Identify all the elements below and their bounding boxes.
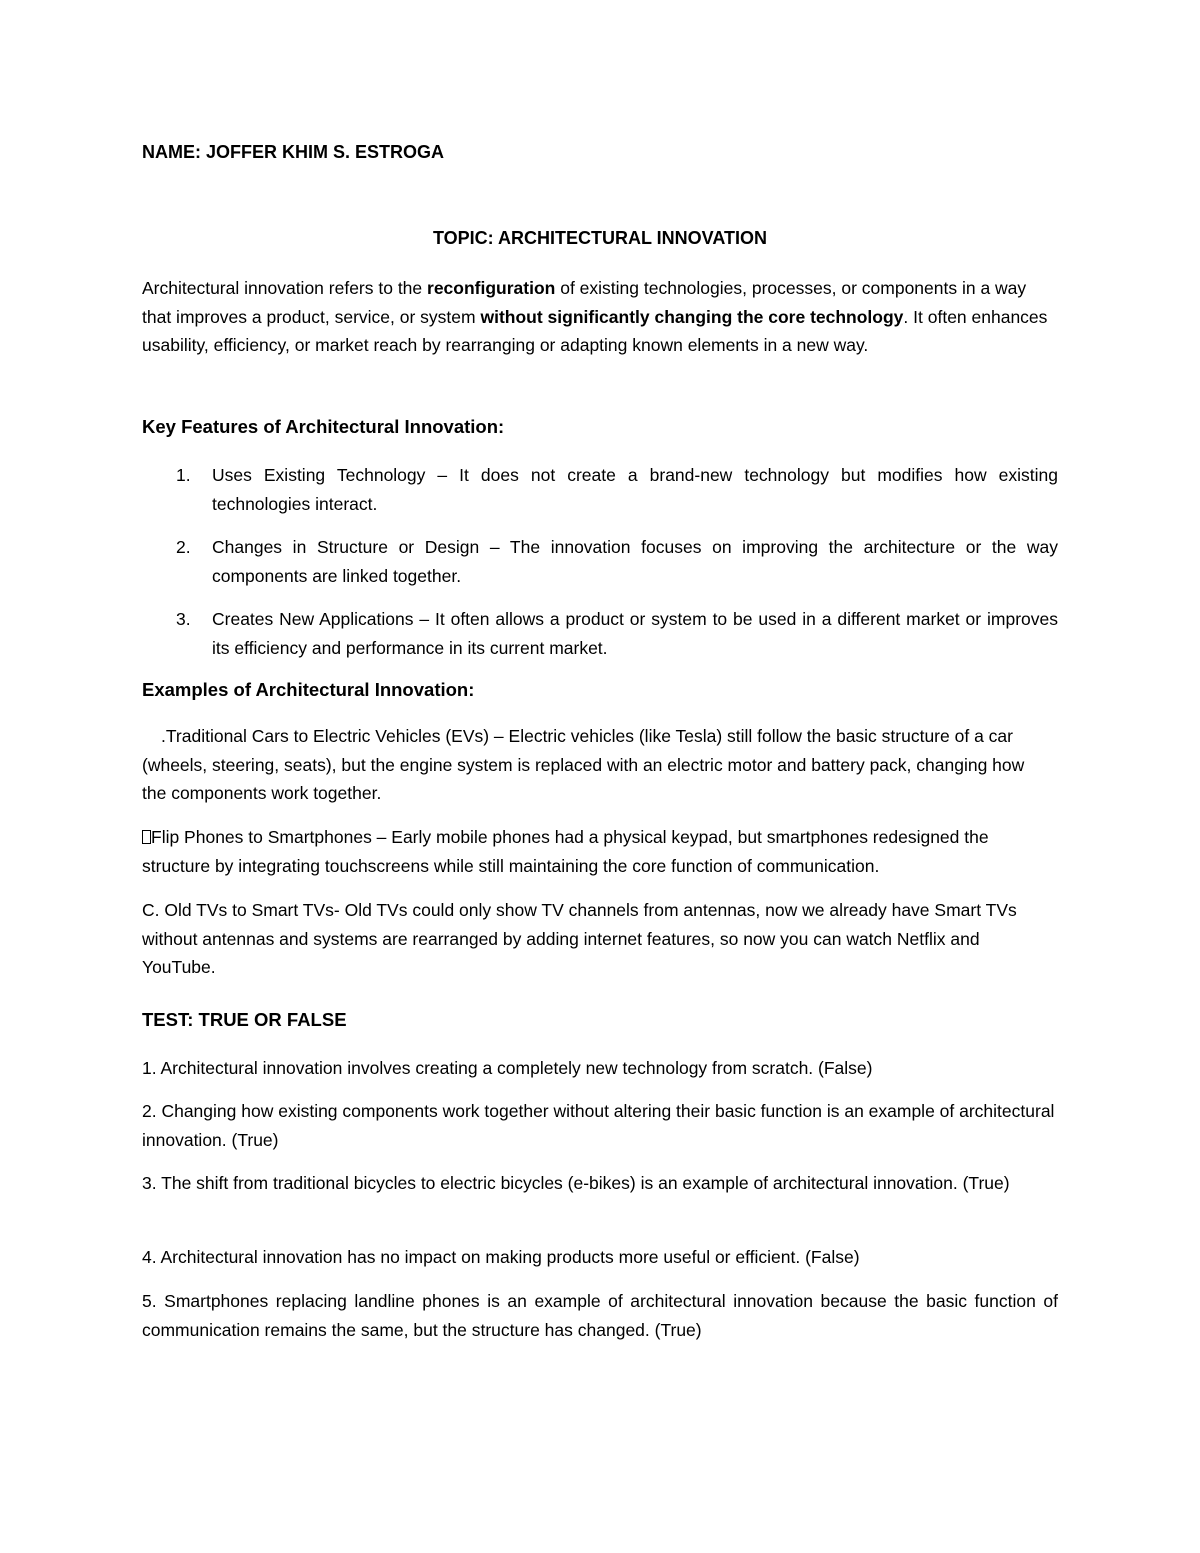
list-number: 3. (176, 609, 191, 629)
intro-bold-1: reconfiguration (427, 278, 556, 298)
test-item: 3. The shift from traditional bicycles to electric bicycles (e-bikes) is an example of architectural innovation. (True) (142, 1173, 1010, 1193)
list-item-text: Creates New Applications – It often allows a product or system to be used in a different market or improves its efficiency and performance in its current market. (212, 609, 1058, 658)
intro-text-2: of existing technologies, processes, or components in a way that improves a product, service, or system (142, 278, 1027, 327)
intro-text-1: Architectural innovation refers to the (142, 278, 428, 298)
list-item-text: Uses Existing Technology – It does not create a brand-new technology but modifies how existing technologies interact. (212, 465, 1058, 514)
example-smartphone (142, 823, 1058, 880)
test-heading: TEST: TRUE OR FALSE (142, 1009, 347, 1030)
list-item (142, 461, 1058, 518)
intro-bold-2: without significantly changing the core technology (480, 306, 904, 327)
example-ev: .Traditional Cars to Electric Vehicles (EVs) – Electric vehicles (like Tesla) still follow the basic structure of a car (wheels, steering, seats), but the engine system is replaced with an electric motor and battery pack, changing how the components work together. (142, 726, 1025, 803)
key-features-heading: Key Features of Architectural Innovation: (142, 416, 505, 437)
student-name: NAME: JOFFER KHIM S. ESTROGA (142, 142, 445, 162)
list-number: 2. (176, 537, 191, 557)
intro-paragraph (142, 274, 1058, 360)
list-item (142, 533, 1058, 590)
example-smart-tv: C. Old TVs to Smart TVs- Old TVs could only show TV channels from antennas, now we already have Smart TVs without antennas and systems are rearranged by adding internet features, so now you can watch Netflix and YouTube. (142, 900, 1017, 977)
list-number: 1. (176, 465, 191, 485)
test-item: 1. Architectural innovation involves creating a completely new technology from scratch. (False) (142, 1058, 873, 1078)
examples-heading: Examples of Architectural Innovation: (142, 679, 475, 700)
example-smartphone-text: Flip Phones to Smartphones – Early mobile phones had a physical keypad, but smartphones redesigned the structure by integrating touchscreens while still maintaining the core function of communication. (142, 827, 989, 876)
topic-title: TOPIC: ARCHITECTURAL INNOVATION (433, 228, 767, 248)
missing-glyph-icon (142, 830, 151, 844)
list-item-text: Changes in Structure or Design – The innovation focuses on improving the architecture or the way components are linked together. (212, 537, 1058, 586)
test-item: 2. Changing how existing components work together without altering their basic function is an example of architectural innovation. (True) (142, 1101, 1055, 1150)
intro-text-3: . It often enhances usability, efficiency, or market reach by rearranging or adapting known elements in a new way. (142, 306, 1048, 355)
list-item (142, 605, 1058, 662)
test-item: 5. Smartphones replacing landline phones is an example of architectural innovation because the basic function of communication remains the same, but the structure has changed. (True) (142, 1291, 1058, 1340)
test-item: 4. Architectural innovation has no impact on making products more useful or efficient. (False) (142, 1247, 860, 1267)
